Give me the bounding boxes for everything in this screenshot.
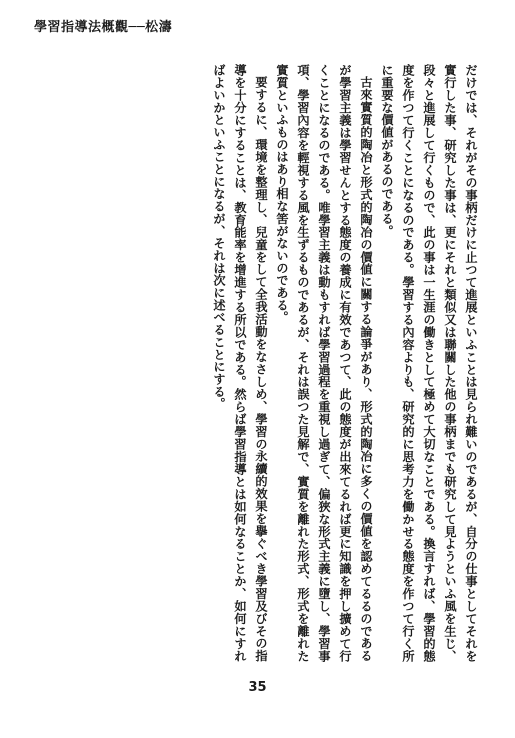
body-text [32,64,481,662]
paragraph: だけでは、それがその事柄だけに止つて進展といふことは見られ難いのであるが、自分の仕事としてそれを實行した事、研究した事は、更にそれと類似又は聯關した他の事柄までも研究して見ようといふ風を生じ、段々と進展して行くもので、此の事は一生涯の働きとして極めて大切なことである。換言すれば、學習的態度を作つて行くことになるのである。學習する內容よりも、研究的に思考力を働かせる態度を作つて行く所に重要な價値があるのである。 [380,64,478,662]
paragraph: 要するに、環境を整理し、兒童をして全我活動をなさしめ、學習の永續的效果を擧ぐべき學習及びその指導を十分にすることは、教育能率を增進する所以である。然らば學習指導とは如何なることか、如何にすればよいかといふことになるが、それは次に述べることにする。 [212,64,268,662]
paragraph: 古來實質的陶冶と形式的陶冶の價値に關する論爭があり、形式的陶冶に多くの價値を認めてるるのであるが學習主義は學習せんとする態度の養成に有效であつて、此の態度が出來てるれば更に知識を押し擴めて行くことになるのである。唯學習主義は動もすれば學習過程を重視し過ぎて、偏狹な形式主義に墮し、學習事項、學習內容を輕視する風を生ずるものであるが、それは誤つた見解で、實質を離れた形式、形式を離れた實質といふものはあり相な筈がないのである。 [275,64,373,662]
running-header: 學習指導法概觀──松濤 [34,20,173,35]
page-number: 35 [248,680,267,695]
